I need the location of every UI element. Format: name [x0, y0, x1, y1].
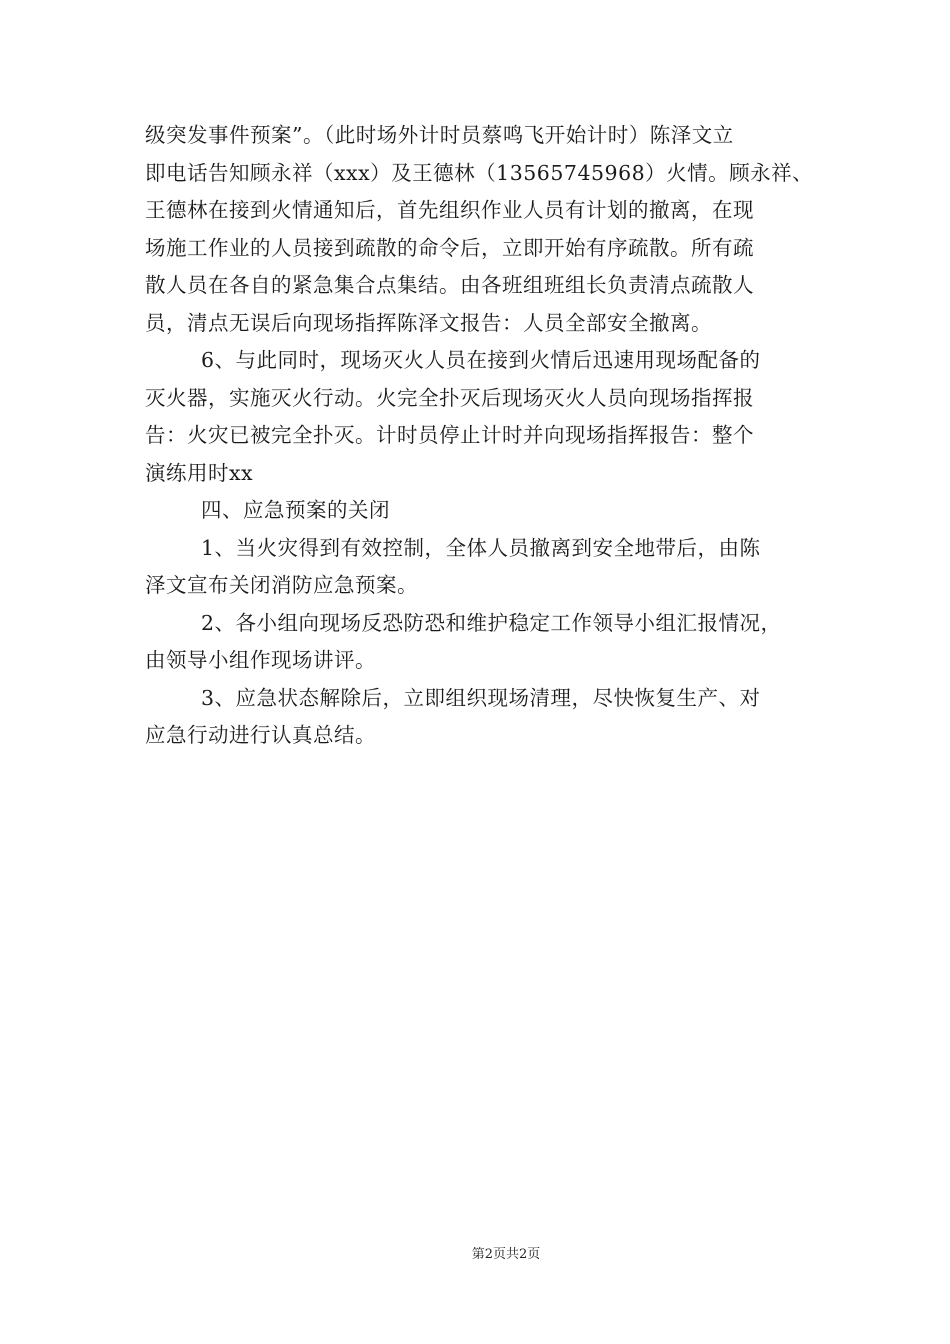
page-number-footer: 第2页共2页 [471, 1247, 541, 1262]
text-line: 级突发事件预案”。（此时场外计时员蔡鸣飞开始计时）陈泽文立 [145, 123, 734, 147]
text-line: 王德林在接到火情通知后，首先组织作业人员有计划的撤离，在现 [145, 198, 754, 222]
text-line: 场施工作业的人员接到疏散的命令后，立即开始有序疏散。所有疏 [145, 235, 754, 260]
document-body [145, 117, 814, 755]
text-line: 散人员在各自的紧急集合点集结。由各班组班组长负责清点疏散人 [145, 273, 754, 297]
paragraph-start-line: 3、应急状态解除后，立即组织现场清理，尽快恢复生产、对 [201, 685, 761, 710]
text-line: 应急行动进行认真总结。 [145, 723, 376, 747]
text-line: 由领导小组作现场讲评。 [145, 648, 376, 672]
text-line: 员，清点无误后向现场指挥陈泽文报告：人员全部安全撤离。 [145, 310, 712, 335]
section-heading: 四、应急预案的关闭 [201, 498, 390, 522]
text-line: 告：火灾已被完全扑灭。计时员停止计时并向现场指挥报告：整个 [145, 423, 754, 447]
paragraph-start-line: 6、与此同时，现场灭火人员在接到火情后迅速用现场配备的 [201, 348, 761, 372]
paragraph-start-line: 2、各小组向现场反恐防恐和维护稳定工作领导小组汇报情况， [201, 610, 782, 635]
text-line: 即电话告知顾永祥（xxx）及王德林（13565745968）火情。顾永祥、 [145, 160, 814, 185]
text-line: 泽文宣布关闭消防应急预案。 [145, 573, 418, 597]
text-line: 演练用时xx [145, 460, 254, 485]
paragraph-start-line: 1、当火灾得到有效控制，全体人员撤离到安全地带后，由陈 [201, 535, 761, 560]
text-line: 灭火器，实施灭火行动。火完全扑灭后现场灭火人员向现场指挥报 [145, 385, 754, 410]
